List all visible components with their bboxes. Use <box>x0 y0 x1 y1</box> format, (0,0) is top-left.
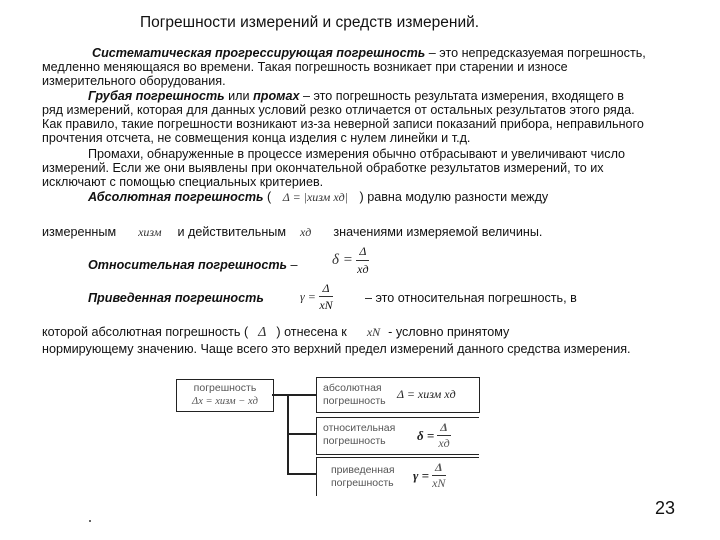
numerator: Δ <box>437 420 451 436</box>
text: и действительным <box>177 225 286 239</box>
symbol-delta: Δ <box>258 325 267 340</box>
label: погрешность <box>331 477 394 489</box>
lhs: δ = <box>417 428 435 443</box>
text: - условно принятому <box>388 325 510 339</box>
label: приведенная <box>331 464 395 476</box>
fraction <box>356 243 369 278</box>
lhs: γ = <box>413 468 430 483</box>
denominator: xд <box>357 262 369 276</box>
p6-line3: нормирующему значению. Чаще всего это верхний предел измерений данного средства измерения. <box>42 342 631 356</box>
text: значениями измеряемой величины. <box>333 225 543 239</box>
connector <box>272 394 288 396</box>
p2-line2: ряд измерений, которая для данных условий резко отличается от остальных результатов этого ряда. <box>42 103 635 117</box>
term-absolute: Абсолютная погрешность <box>88 190 264 204</box>
symbol-x-actual: xд <box>299 225 312 239</box>
p2-line3: Как правило, такие погрешности возникают из-за неверной записи показаний прибора, неправильного <box>42 117 644 131</box>
p6-line2 <box>42 325 509 340</box>
diagram-absolute-box <box>316 377 480 413</box>
text: ( <box>263 190 272 204</box>
diagram-reduced-box <box>316 457 479 496</box>
denominator: xN <box>432 476 446 490</box>
diagram-root-box <box>176 379 274 412</box>
formula: Δ = xизм xд <box>397 387 456 401</box>
text: – это погрешность результата измерения, входящего в <box>299 89 624 103</box>
diagram-relative-box <box>316 417 479 455</box>
label: погрешность <box>323 395 386 407</box>
root-label: погрешность <box>193 382 257 394</box>
lhs: δ = <box>332 252 353 268</box>
formula <box>417 420 451 451</box>
fraction <box>432 460 446 491</box>
p1-line1 <box>92 46 646 60</box>
label: абсолютная <box>323 382 382 394</box>
text: измеренным <box>42 225 117 239</box>
text: или <box>224 89 254 103</box>
p6-rest: – это относительная погрешность, в <box>365 291 577 305</box>
p3-line1: Промахи, обнаруженные в процессе измерения обычно отбрасывают и увеличивают число <box>88 147 626 161</box>
term-reduced: Приведенная погрешность <box>88 291 264 305</box>
text: – <box>287 258 298 272</box>
formula <box>413 460 446 491</box>
p4-line2 <box>42 225 542 239</box>
p1-line3: измерительного оборудования. <box>42 74 226 88</box>
numerator: Δ <box>432 460 446 476</box>
p2-line1 <box>88 89 624 103</box>
formula-relative <box>332 243 369 278</box>
formula-absolute: Δ = |xизм xд| <box>282 190 349 204</box>
connector <box>287 394 317 396</box>
formula-reduced <box>300 280 333 313</box>
root-formula: Δx = xизм − xд <box>192 396 258 407</box>
p4-line1 <box>88 190 548 204</box>
p1-line2: медленно меняющаяся во времени. Такая погрешность возникает при старении и износе <box>42 60 568 74</box>
symbol-x-n: xN <box>366 325 381 339</box>
fraction <box>437 420 451 451</box>
text: которой абсолютная погрешность ( <box>42 325 249 339</box>
text: ) отнесена к <box>276 325 347 339</box>
label: погрешность <box>323 435 386 447</box>
p6-line1 <box>88 291 264 305</box>
page-number: 23 <box>655 498 676 518</box>
connector <box>287 433 317 435</box>
lhs: γ = <box>300 289 316 304</box>
term-gross: Грубая погрешность <box>88 89 225 103</box>
connector <box>287 473 317 475</box>
text: ) равна модулю разности между <box>356 190 549 204</box>
numerator: Δ <box>319 280 332 297</box>
p2-line4: прочтения отсчета, не совмещения конца изделия с нулем линейки и т.д. <box>42 131 471 145</box>
numerator: Δ <box>356 243 369 261</box>
dot-mark <box>89 520 91 522</box>
term-systematic: Систематическая прогрессирующая погрешность <box>92 46 426 60</box>
p5-line <box>88 258 298 272</box>
fraction <box>319 280 332 313</box>
term-blunder: промах <box>253 89 300 103</box>
page-title: Погрешности измерений и средств измерений. <box>140 14 480 31</box>
p3-line2: измерений. Если же они выявлены при окончательной обработке результатов измерений, то их <box>42 161 604 175</box>
term-relative: Относительная погрешность <box>88 258 287 272</box>
text: – это непредсказуемая погрешность, <box>425 46 646 60</box>
denominator: xN <box>319 298 333 312</box>
denominator: xд <box>438 436 450 450</box>
symbol-x-measured: xизм <box>138 225 162 239</box>
p3-line3: исключают с помощью специальных критериев. <box>42 175 324 189</box>
label: относительная <box>323 422 396 434</box>
